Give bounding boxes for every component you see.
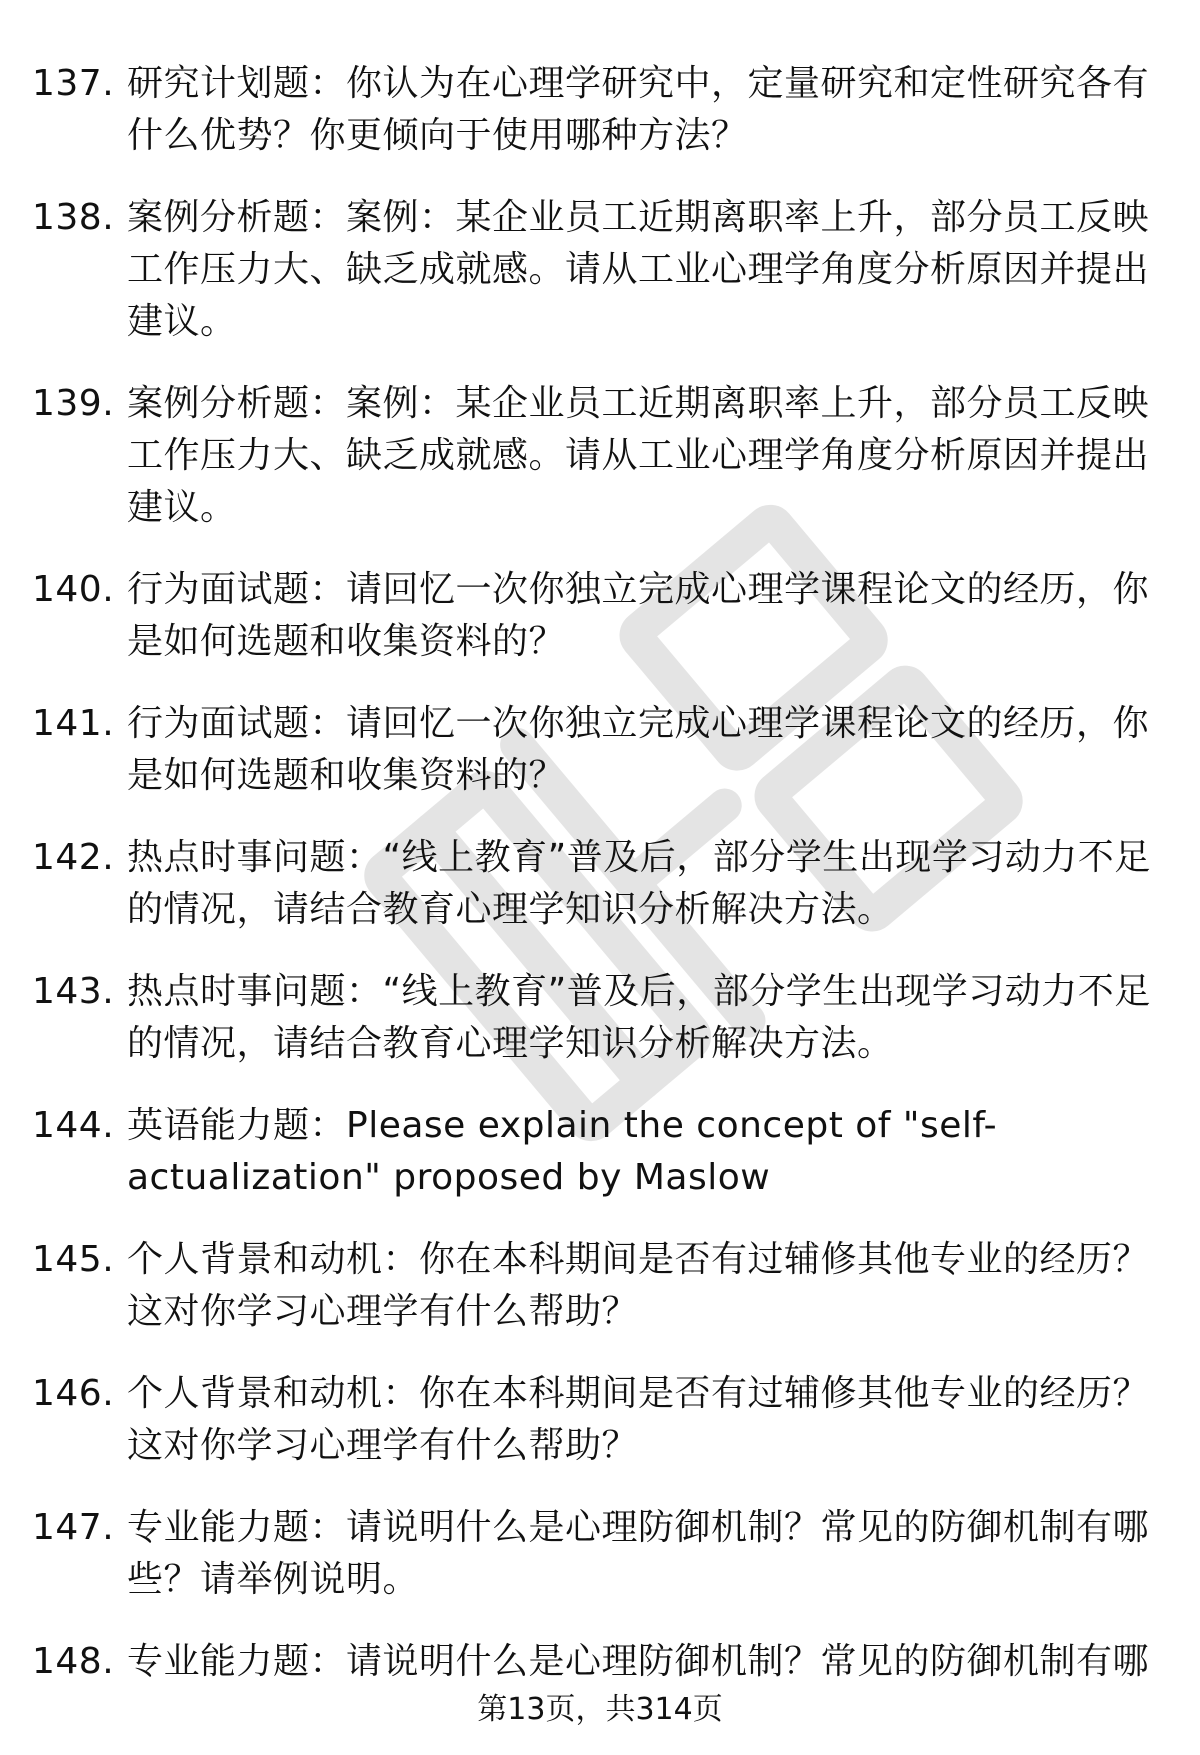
question-number: 148. <box>32 1641 115 1682</box>
question-text: 案例分析题：案例：某企业员工近期离职率上升，部分员工反映工作压力大、缺乏成就感。请从工业心理学角度分析原因并提出建议。 <box>127 383 1150 528</box>
question-number: 147. <box>32 1507 115 1548</box>
question-text: 案例分析题：案例：某企业员工近期离职率上升，部分员工反映工作压力大、缺乏成就感。请从工业心理学角度分析原因并提出建议。 <box>127 197 1150 342</box>
page-number-footer: 第13页，共314页 <box>477 1692 723 1727</box>
question-number: 143. <box>32 971 115 1012</box>
question-item <box>32 192 1182 348</box>
question-number: 137. <box>32 63 115 104</box>
question-text: 个人背景和动机：你在本科期间是否有过辅修其他专业的经历？这对你学习心理学有什么帮助？ <box>127 1239 1150 1332</box>
question-text: 热点时事问题：“线上教育”普及后，部分学生出现学习动力不足的情况，请结合教育心理学知识分析解决方法。 <box>127 971 1151 1064</box>
question-number: 139. <box>32 383 115 424</box>
question-item <box>32 966 1182 1070</box>
question-item <box>32 832 1182 936</box>
question-number: 138. <box>32 197 115 238</box>
question-text: 英语能力题：Please explain the concept of "self-actualization" proposed by Maslow <box>127 1105 998 1198</box>
question-text: 研究计划题：你认为在心理学研究中，定量研究和定性研究各有什么优势？你更倾向于使用哪种方法？ <box>127 63 1150 156</box>
question-number: 141. <box>32 703 115 744</box>
question-item <box>32 1502 1182 1606</box>
question-item <box>32 1368 1182 1472</box>
question-text: 专业能力题：请说明什么是心理防御机制？常见的防御机制有哪些？请举例说明。 <box>127 1507 1150 1600</box>
question-item <box>32 1636 1182 1688</box>
question-number: 142. <box>32 837 115 878</box>
question-number: 146. <box>32 1373 115 1414</box>
question-item <box>32 1234 1182 1338</box>
question-item <box>32 698 1182 802</box>
question-list <box>32 58 1182 1718</box>
question-item <box>32 58 1182 162</box>
question-text: 行为面试题：请回忆一次你独立完成心理学课程论文的经历，你是如何选题和收集资料的？ <box>127 703 1150 796</box>
question-item <box>32 564 1182 668</box>
question-item <box>32 1100 1182 1204</box>
question-text: 热点时事问题：“线上教育”普及后，部分学生出现学习动力不足的情况，请结合教育心理学知识分析解决方法。 <box>127 837 1151 930</box>
question-number: 140. <box>32 569 115 610</box>
question-text: 行为面试题：请回忆一次你独立完成心理学课程论文的经历，你是如何选题和收集资料的？ <box>127 569 1150 662</box>
question-item <box>32 378 1182 534</box>
question-number: 145. <box>32 1239 115 1280</box>
question-number: 144. <box>32 1105 115 1146</box>
question-text: 专业能力题：请说明什么是心理防御机制？常见的防御机制有哪 <box>127 1641 1150 1682</box>
question-text: 个人背景和动机：你在本科期间是否有过辅修其他专业的经历？这对你学习心理学有什么帮助？ <box>127 1373 1150 1466</box>
